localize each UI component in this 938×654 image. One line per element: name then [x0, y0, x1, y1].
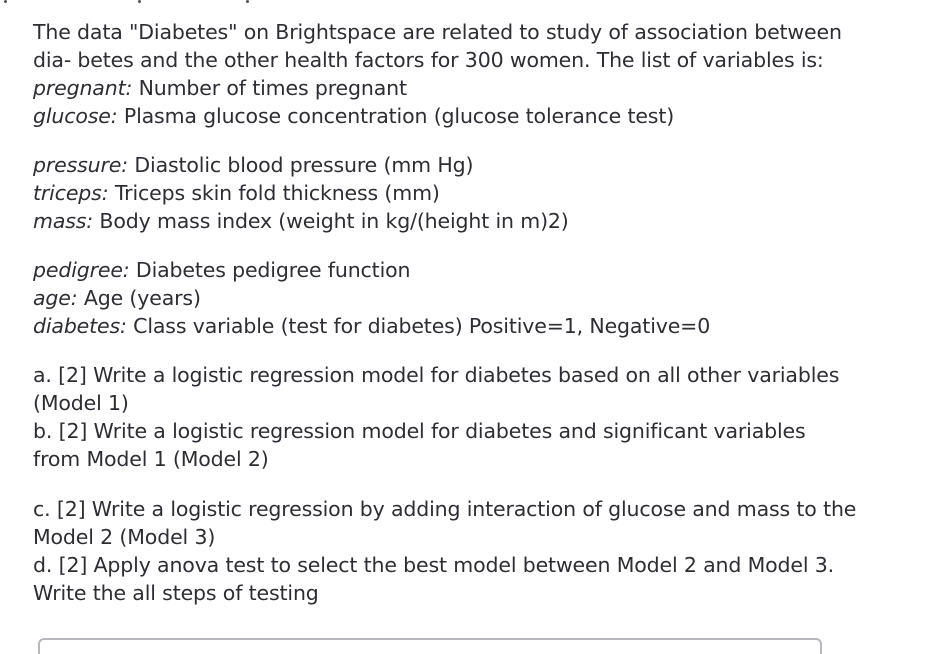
question-text [33, 18, 913, 607]
variable-description: Class variable (test for diabetes) Positive=1, Negative=0 [126, 314, 711, 338]
intro-line-1: The data "Diabetes" on Brightspace are related to study of association between [33, 20, 842, 44]
variable-pregnant [33, 74, 913, 102]
variable-pedigree [33, 256, 913, 284]
variable-name: glucose: [33, 104, 118, 128]
variable-triceps [33, 179, 913, 207]
spacer [33, 473, 913, 495]
variable-name: age: [33, 286, 78, 310]
variable-age [33, 284, 913, 312]
variable-name: pressure: [33, 153, 129, 177]
variable-description: Diabetes pedigree function [129, 258, 411, 282]
variable-name: pedigree: [33, 258, 130, 282]
spacer [33, 130, 913, 151]
question-a-line-1: a. [2] Write a logistic regression model for diabetes based on all other variables [33, 363, 840, 387]
variable-glucose [33, 102, 913, 130]
variable-description: Plasma glucose concentration (glucose tolerance test) [117, 104, 675, 128]
variable-description: Diastolic blood pressure (mm Hg) [128, 153, 474, 177]
variable-description: Age (years) [77, 286, 201, 310]
variable-description: Body mass index (weight in kg/(height in m)2) [93, 209, 569, 233]
variable-description: Triceps skin fold thickness (mm) [108, 181, 440, 205]
variable-diabetes [33, 312, 913, 340]
spacer [33, 340, 913, 361]
spacer [33, 235, 913, 256]
variable-pressure [33, 151, 913, 179]
question-c-line-1: c. [2] Write a logistic regression by adding interaction of glucose and mass to the [33, 497, 857, 521]
clipped-previous-text [0, 0, 260, 6]
question-d-line-2: Write the all steps of testing [33, 581, 319, 605]
question-b-line-1: b. [2] Write a logistic regression model for diabetes and significant variables [33, 419, 806, 443]
question-b-line-2: from Model 1 (Model 2) [33, 447, 269, 471]
question-c-line-2: Model 2 (Model 3) [33, 525, 216, 549]
variable-name: triceps: [33, 181, 109, 205]
variable-name: mass: [33, 209, 94, 233]
variable-name: diabetes: [33, 314, 127, 338]
variable-description: Number of times pregnant [132, 76, 407, 100]
intro-line-2: dia- betes and the other health factors for 300 women. The list of variables is: [33, 48, 824, 72]
question-a-line-2: (Model 1) [33, 391, 129, 415]
variable-name: pregnant: [33, 76, 133, 100]
variable-mass [33, 207, 913, 235]
question-d-line-1: d. [2] Apply anova test to select the best model between Model 2 and Model 3. [33, 553, 835, 577]
answer-text-box[interactable] [38, 638, 822, 654]
